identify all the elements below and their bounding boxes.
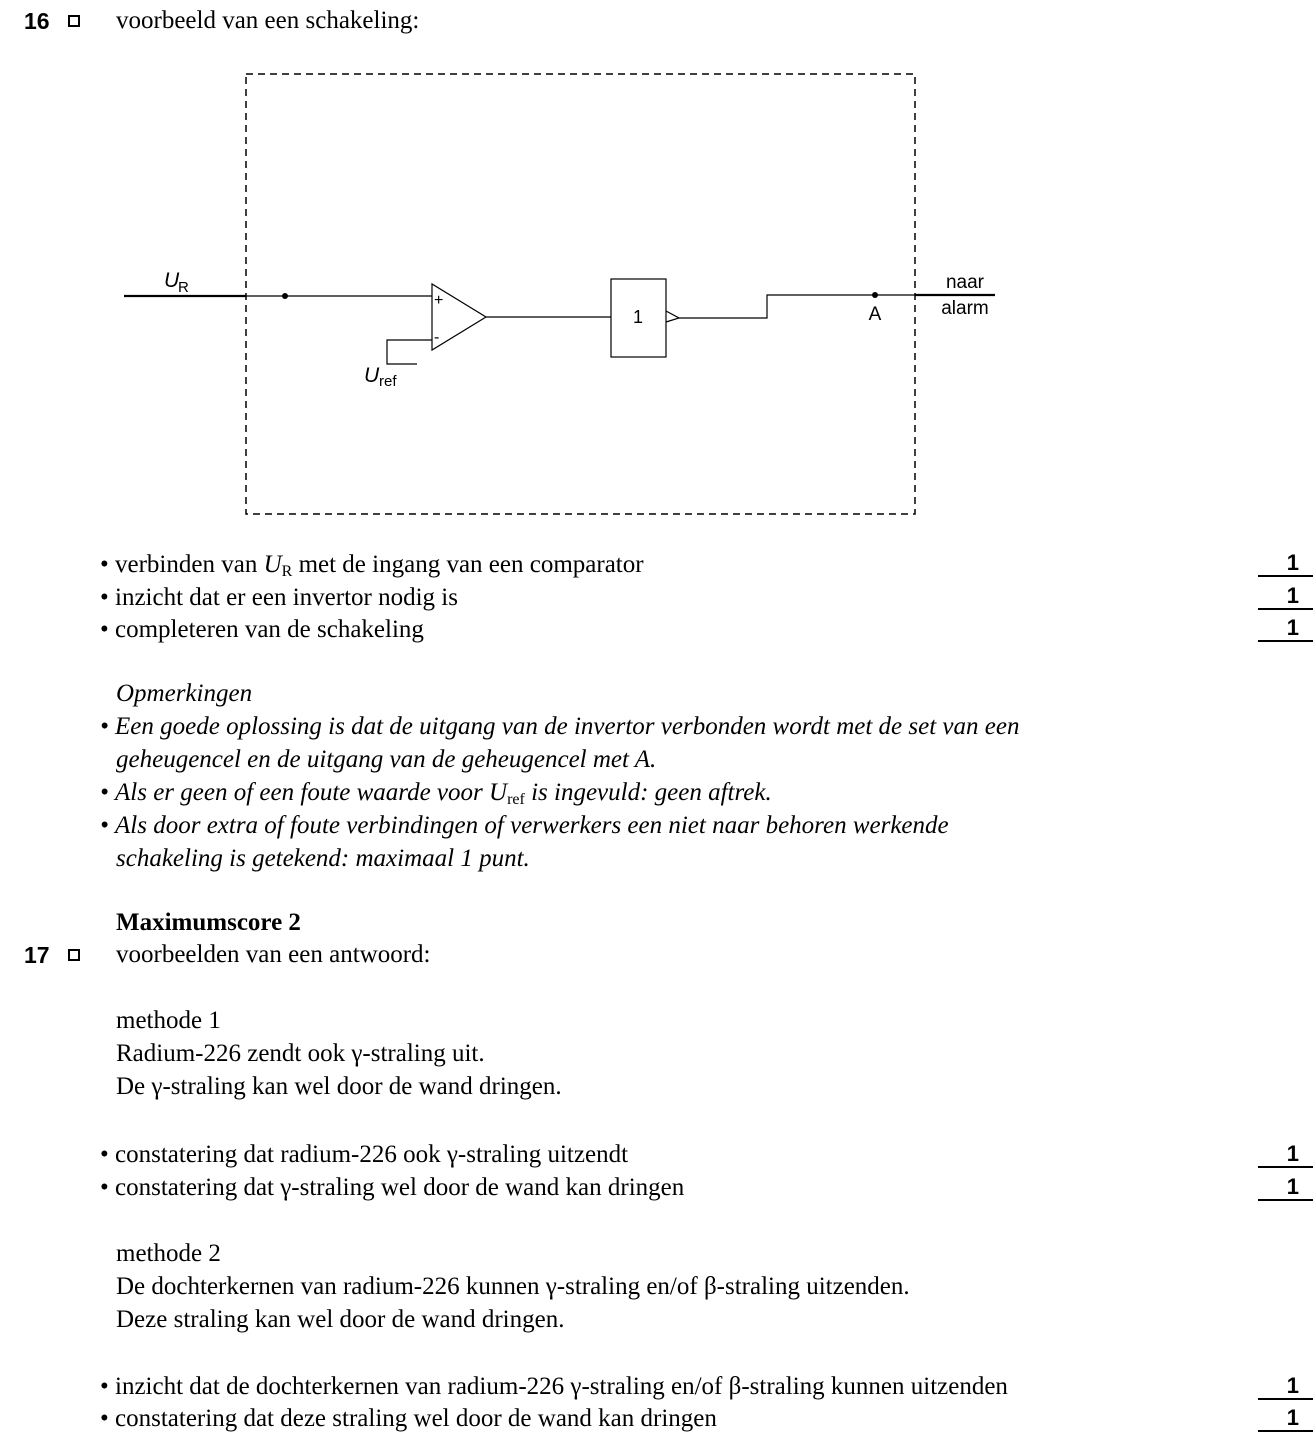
- remark-2: • Als er geen of een foute waarde voor $U_{ref}$ is ingevuld: geen aftrek.: [100, 779, 772, 808]
- uref-label: U: [364, 364, 380, 387]
- criterion-16-3: • completeren van de schakeling: [100, 616, 424, 643]
- criterion-17-m1-1: • constatering dat radium-226 ook γ-straling uitzendt: [100, 1141, 629, 1168]
- criterion-17-m1-2-text: constatering dat γ-straling wel door de wand kan dringen: [115, 1174, 685, 1201]
- score-16-3: 1: [1258, 616, 1313, 642]
- criterion-16-1: • verbinden van $U_R$ met de ingang van een comparator: [100, 551, 644, 580]
- max-score-17: Maximumscore 2: [116, 909, 301, 936]
- remark-1a-text: Een goede oplossing is dat de uitgang van de invertor verbonden wordt met de set van een: [115, 713, 1020, 740]
- score-17-m2-2: 1: [1258, 1406, 1313, 1432]
- dashed-box: [246, 74, 915, 514]
- criterion-17-m2-1-text: inzicht dat de dochterkernen van radium-226 γ-straling en/of β-straling kunnen uitzenden: [115, 1373, 1008, 1400]
- ur-label-sub: R: [178, 279, 189, 296]
- remark-1a: • Een goede oplossing is dat de uitgang van de invertor verbonden wordt met de set van een: [100, 713, 1020, 740]
- score-17-m1-2: 1: [1258, 1175, 1313, 1201]
- method-2-line-1: De dochterkernen van radium-226 kunnen γ-straling en/of β-straling uitzenden.: [116, 1273, 910, 1300]
- point-a-label: A: [868, 304, 882, 325]
- method-2-line-2: Deze straling kan wel door de wand dringen.: [116, 1306, 565, 1333]
- criterion-17-m2-2: • constatering dat deze straling wel door de wand kan dringen: [100, 1405, 717, 1432]
- checkbox-17[interactable]: [68, 949, 80, 961]
- remark-2-sub: ref: [507, 791, 525, 808]
- score-17-m1-1: 1: [1258, 1142, 1313, 1168]
- criterion-16-3-text: completeren van de schakeling: [115, 616, 424, 643]
- circuit-diagram: [0, 0, 1313, 530]
- alarm-label-2: alarm: [941, 298, 989, 319]
- q17-intro: voorbeelden van een antwoord:: [116, 941, 431, 968]
- criterion-17-m1-2: • constatering dat γ-straling wel door de wand kan dringen: [100, 1174, 685, 1201]
- criterion-16-2: • inzicht dat er een invertor nodig is: [100, 584, 458, 611]
- ur-label: U: [164, 269, 180, 292]
- criterion-17-m1-1-text: constatering dat radium-226 ook γ-straling uitzendt: [115, 1141, 629, 1168]
- criterion-17-m2-1: • inzicht dat de dochterkernen van radium-226 γ-straling en/of β-straling kunnen uitzenden: [100, 1373, 1008, 1400]
- remarks-title: Opmerkingen: [116, 680, 253, 707]
- remark-2-post: is ingevuld: geen aftrek.: [524, 779, 772, 806]
- alarm-label-1: naar: [945, 272, 985, 293]
- ref-wire: [387, 340, 432, 364]
- method-1-title: methode 1: [116, 1007, 221, 1034]
- method-1-line-1: Radium-226 zendt ook γ-straling uit.: [116, 1040, 485, 1067]
- remark-3a-text: Als door extra of foute verbindingen of verwerkers een niet naar behoren werkende: [115, 812, 949, 839]
- q16-intro: voorbeeld van een schakeling:: [116, 7, 420, 34]
- question-number-17: 17: [24, 942, 50, 968]
- score-16-2: 1: [1258, 584, 1313, 610]
- question-number-16: 16: [24, 8, 50, 34]
- criterion-17-m2-2-text: constatering dat deze straling wel door de wand kan dringen: [115, 1405, 717, 1432]
- score-16-1: 1: [1258, 551, 1313, 577]
- uref-label-sub: ref: [379, 373, 397, 390]
- method-1-line-2: De γ-straling kan wel door de wand dringen.: [116, 1073, 562, 1100]
- method-2-title: methode 2: [116, 1240, 221, 1267]
- criterion-16-2-text: inzicht dat er een invertor nodig is: [115, 584, 458, 611]
- criterion-16-1-var: U: [263, 551, 282, 578]
- comparator-plus: +: [434, 292, 444, 309]
- invertor-label: 1: [632, 307, 644, 327]
- criterion-16-1-post: met de ingang van een comparator: [292, 551, 644, 578]
- remark-3a: • Als door extra of foute verbindingen of verwerkers een niet naar behoren werkende: [100, 812, 949, 839]
- score-17-m2-1: 1: [1258, 1374, 1313, 1400]
- comparator-minus: -: [434, 329, 440, 346]
- criterion-16-1-pre: verbinden van: [115, 551, 264, 578]
- remark-2-pre: Als er geen of een foute waarde voor U: [115, 779, 508, 806]
- remark-1b: geheugencel en de uitgang van de geheugencel met A.: [116, 746, 657, 773]
- invertor-bubble: [666, 311, 679, 322]
- criterion-16-1-sub: R: [281, 563, 293, 580]
- junction-dot: [282, 293, 288, 299]
- remark-3b: schakeling is getekend: maximaal 1 punt.: [116, 845, 530, 872]
- point-a-dot: [872, 292, 878, 298]
